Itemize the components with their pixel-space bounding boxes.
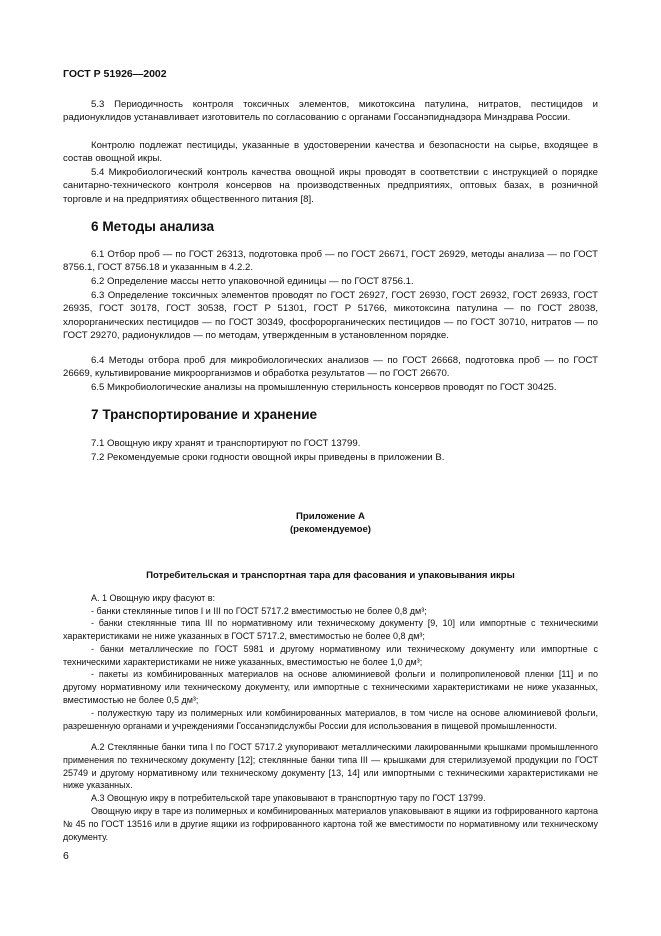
appendix-a1: А. 1 Овощную икру фасуют в:	[91, 593, 216, 603]
paragraph-6-5: 6.5 Микробиологические анализы на промышленную стерильность консервов проводят по ГОСТ 30425.	[91, 382, 557, 393]
paragraph-5-4: 5.4 Микробиологический контроль качества овощной икры проводят в соответствии с инструкцией о порядке санитарно-технического контроля консервов на производственных предприятиях, оптовых базах, в розничной торговле и на предприятиях общественного питания [8].	[63, 167, 598, 205]
appendix-a1-item-2: - банки стеклянные типа III по нормативному или техническому документу [9, 10] или импортные с техническими характеристиками не ниже указанных в ГОСТ 5717.2, вместимостью не более 0,8 дм³;	[63, 618, 598, 641]
appendix-title: Приложение А	[296, 511, 365, 522]
appendix-a1-item-3: - банки металлические по ГОСТ 5981 и другому нормативному или техническому документу или импортные с техническими характеристиками не ниже указанных, вместимостью не более 1,0 дм³;	[63, 644, 598, 667]
paragraph-6-4: 6.4 Методы отбора проб для микробиологических анализов — по ГОСТ 26668, подготовка проб — по ГОСТ 26669, культивирование микроорганизмов и обработка результатов — по ГОСТ 26670.	[63, 355, 598, 380]
appendix-a2: А.2 Стеклянные банки типа I по ГОСТ 5717.2 укупоривают металлическими лакированными крышками промышленного применения по техническому документу [12]; стеклянные банки типа III — крышками для стерилизуемой продукции по ГОСТ 25749 и другому нормативному или техническому документу [13, 14] или импортными с техническими характеристиками не ниже указанных.	[63, 742, 598, 791]
appendix-a1-item-4: - пакеты из комбинированных материалов на основе алюминиевой фольги и полипропиленовой пленки [11] и по другому нормативному или техническому документу, или импортные с техническими характеристиками не ниже указанных, вместимостью не более 0,5 дм³;	[63, 669, 598, 705]
appendix-a1-item-5: - полужесткую тару из полимерных или комбинированных материалов, в том числе на основе алюминиевой фольги, разрешенную органами и учреждениями Госсанэпидслужбы России для использования в пищевой промышленности.	[63, 708, 598, 731]
paragraph-6-1: 6.1 Отбор проб — по ГОСТ 26313, подготовка проб — по ГОСТ 26671, ГОСТ 26929, методы анализа — по ГОСТ 8756.1, ГОСТ 8756.18 и указанным в 4.2.2.	[63, 249, 598, 274]
section-6-heading: 6 Методы анализа	[91, 219, 215, 234]
paragraph-control: Контролю подлежат пестициды, указанные в удостоверении качества и безопасности на сырье, входящее в состав овощной икры.	[63, 140, 598, 165]
document-header: ГОСТ Р 51926—2002	[63, 68, 167, 80]
paragraph-6-2: 6.2 Определение массы нетто упаковочной единицы — по ГОСТ 8756.1.	[91, 276, 414, 287]
appendix-subtitle: (рекомендуемое)	[289, 524, 371, 535]
paragraph-6-3: 6.3 Определение токсичных элементов проводят по ГОСТ 26927, ГОСТ 26930, ГОСТ 26932, ГОСТ 26933, ГОСТ 26935, ГОСТ 30178, ГОСТ 30538, ГОСТ Р 51301, ГОСТ Р 51766, микотоксина патулина — по ГОСТ 28038, хлорорганических пестицидов — по ГОСТ 30349, фосфорорганических пестицидов — по ГОСТ 30710, нитратов — по ГОСТ 29270, радионуклидов — по методам, утвержденным в установленном порядке.	[63, 290, 598, 342]
appendix-a3-paragraph-2: Овощную икру в таре из полимерных и комбинированных материалов упаковывают в ящики из гофрированного картона № 45 по ГОСТ 13516 или в другие ящики из гофрированного картона той же вместимости по нормативному или техническому документу.	[63, 806, 598, 842]
appendix-a3: А.3 Овощную икру в потребительской таре упаковывают в транспортную тару по ГОСТ 13799.	[91, 793, 486, 803]
appendix-heading: Потребительская и транспортная тара для фасования и упаковывания икры	[146, 570, 515, 581]
appendix-a1-item-1: - банки стеклянные типов I и III по ГОСТ 5717.2 вместимостью не более 0,8 дм³;	[91, 606, 427, 616]
paragraph-7-2: 7.2 Рекомендуемые сроки годности овощной икры приведены в приложении В.	[91, 452, 445, 463]
paragraph-5-3: 5.3 Периодичность контроля токсичных элементов, микотоксина патулина, нитратов, пестицидов и радионуклидов устанавливает изготовитель по согласованию с органами Госсанэпиднадзора Минздрава России.	[63, 99, 598, 124]
page-number: 6	[63, 850, 69, 862]
paragraph-7-1: 7.1 Овощную икру хранят и транспортируют по ГОСТ 13799.	[91, 438, 361, 449]
section-7-heading: 7 Транспортирование и хранение	[91, 407, 318, 422]
